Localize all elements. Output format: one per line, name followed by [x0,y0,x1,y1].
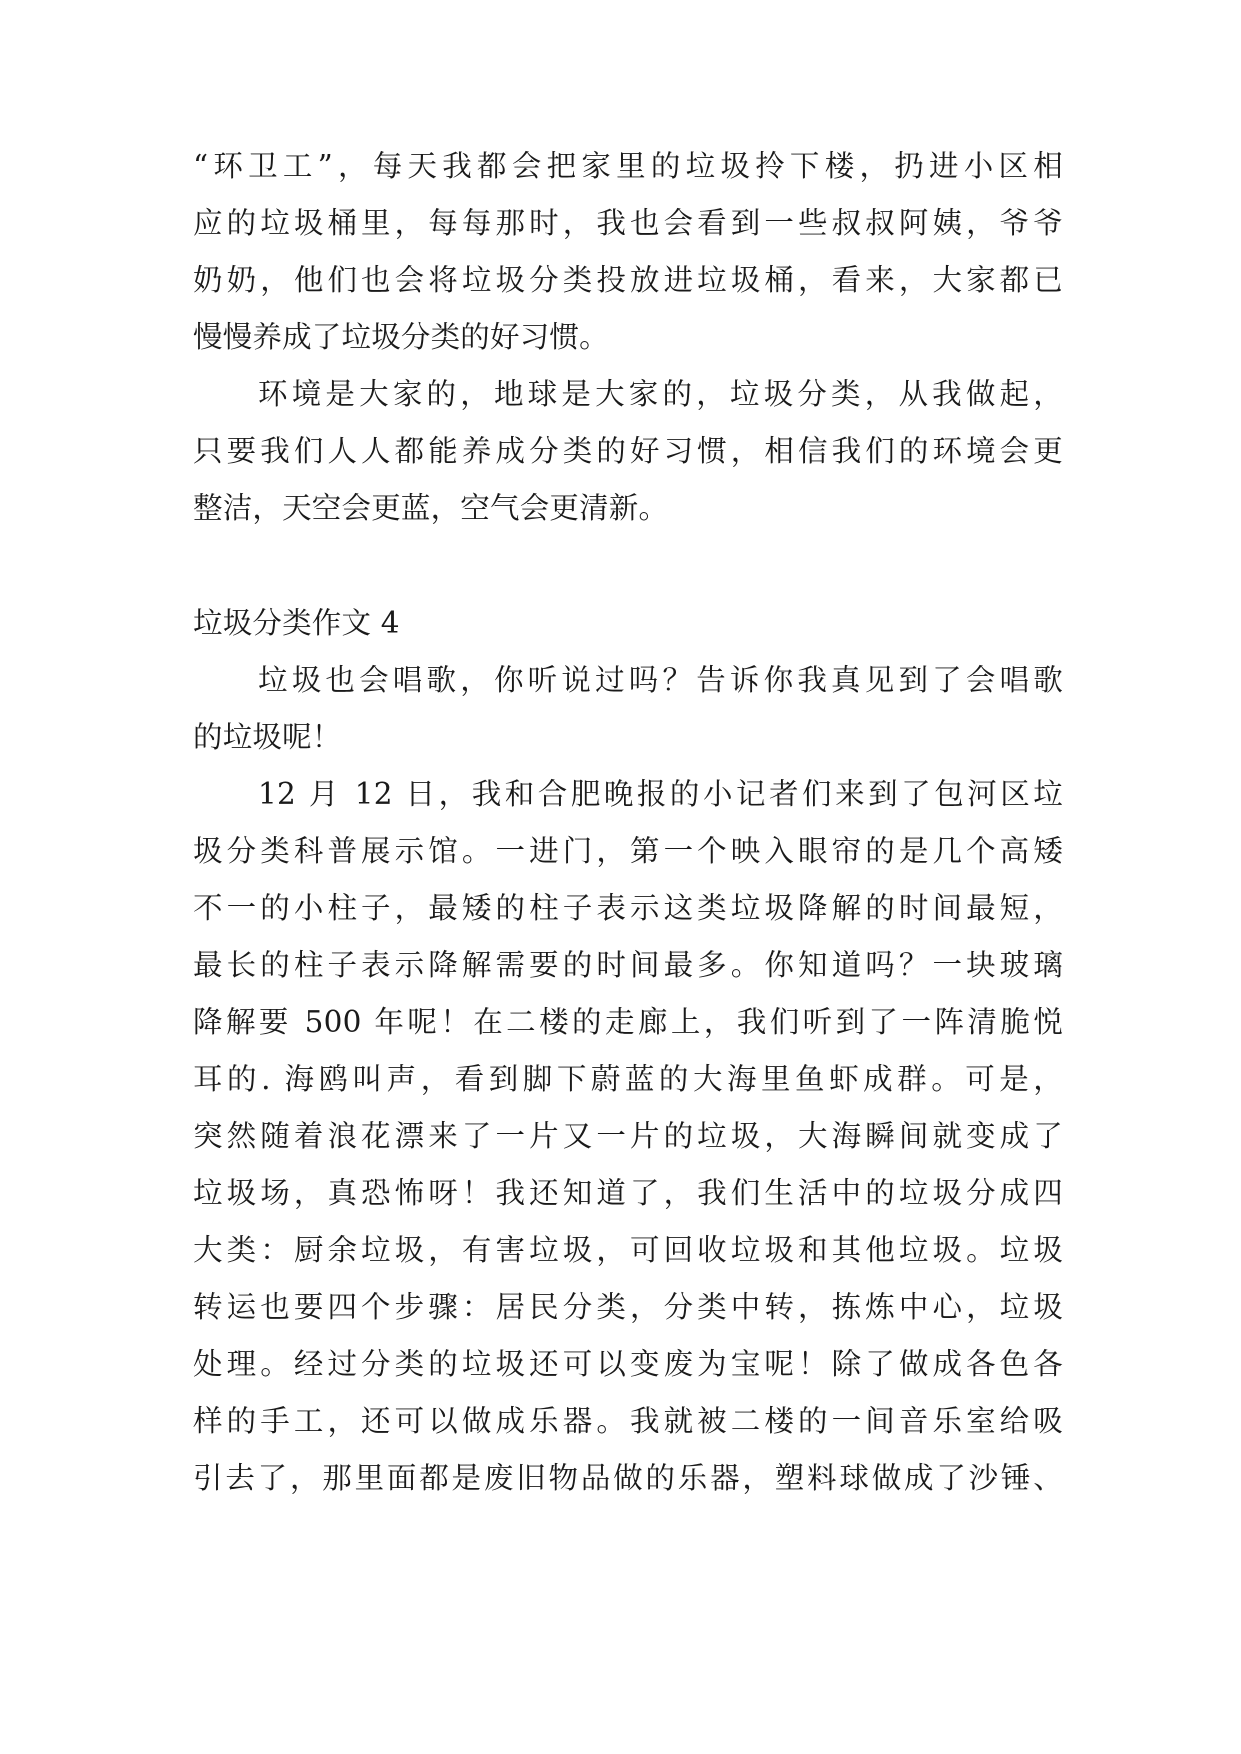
paragraph-line: 样的手工，还可以做成乐器。我就被二楼的一间音乐室给吸 [193,1404,1063,1438]
paragraph-line: 只要我们人人都能养成分类的好习惯，相信我们的环境会更 [193,434,1063,468]
paragraph-line: 的垃圾呢！ [193,720,342,754]
paragraph-line: 最长的柱子表示降解需要的时间最多。你知道吗？一块玻璃 [193,948,1063,982]
paragraph-line: 转运也要四个步骤：居民分类，分类中转，拣炼中心，垃圾 [193,1290,1063,1324]
paragraph-line: 不一的小柱子，最矮的柱子表示这类垃圾降解的时间最短， [193,891,1063,925]
paragraph-line: “环卫工”，每天我都会把家里的垃圾拎下楼，扔进小区相 [193,149,1063,183]
paragraph-line: 突然随着浪花漂来了一片又一片的垃圾，大海瞬间就变成了 [193,1119,1063,1153]
paragraph-line: 引去了，那里面都是废旧物品做的乐器，塑料球做成了沙锤、 [193,1461,1063,1495]
paragraph-line: 奶奶，他们也会将垃圾分类投放进垃圾桶，看来，大家都已 [193,263,1063,297]
paragraph-line: 处理。经过分类的垃圾还可以变废为宝呢！除了做成各色各 [193,1347,1063,1381]
paragraph-line: 慢慢养成了垃圾分类的好习惯。 [193,320,609,354]
paragraph-line: 整洁，天空会更蓝，空气会更清新。 [193,491,669,525]
paragraph-line: 降解要 500 年呢！在二楼的走廊上，我们听到了一阵清脆悦 [193,1005,1063,1039]
paragraph-line: 12 月 12 日，我和合肥晚报的小记者们来到了包河区垃 [258,777,1063,811]
section-heading: 垃圾分类作文 4 [193,606,400,640]
paragraph-line: 大类：厨余垃圾，有害垃圾，可回收垃圾和其他垃圾。垃圾 [193,1233,1063,1267]
paragraph-line: 垃圾也会唱歌，你听说过吗？告诉你我真见到了会唱歌 [258,663,1063,697]
paragraph-line: 耳的. 海鸥叫声，看到脚下蔚蓝的大海里鱼虾成群。可是， [193,1062,1063,1096]
paragraph-line: 垃圾场，真恐怖呀！我还知道了，我们生活中的垃圾分成四 [193,1176,1063,1210]
paragraph-line: 环境是大家的，地球是大家的，垃圾分类，从我做起， [258,377,1063,411]
paragraph-line: 圾分类科普展示馆。一进门，第一个映入眼帘的是几个高矮 [193,834,1063,868]
paragraph-line: 应的垃圾桶里，每每那时，我也会看到一些叔叔阿姨，爷爷 [193,206,1063,240]
